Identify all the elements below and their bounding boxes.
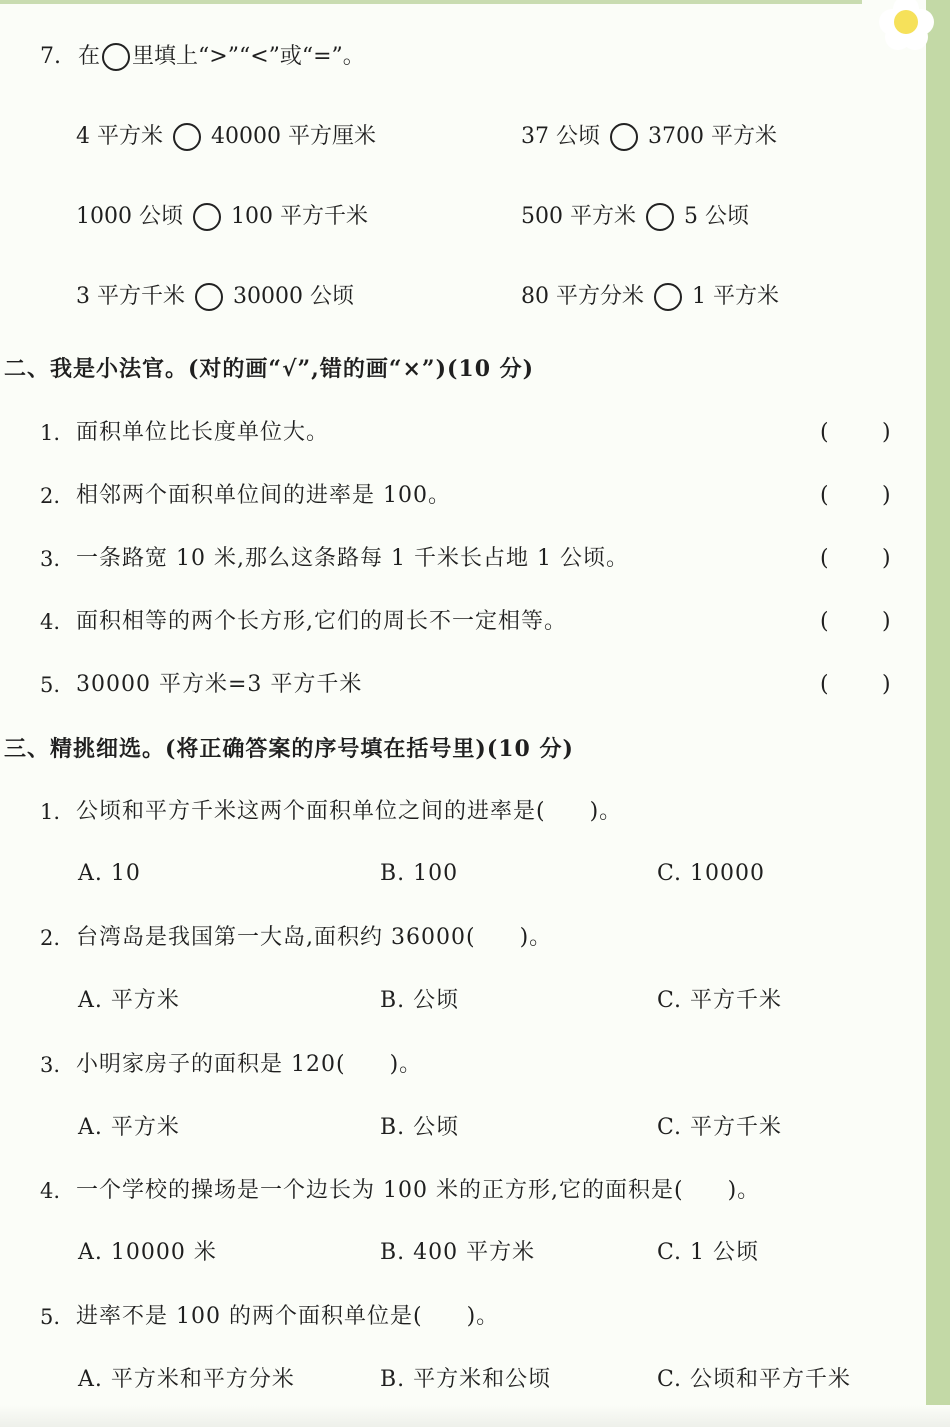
list-item: 一条路宽 10 米,那么这条路每 1 千米长占地 1 公顷。 bbox=[76, 546, 629, 571]
list-item: 面积单位比长度单位大。 bbox=[76, 420, 330, 445]
option-b[interactable]: B. 平方米和公顷 bbox=[380, 1367, 552, 1392]
option-c[interactable]: C. 1 公顷 bbox=[657, 1240, 760, 1265]
option-a[interactable]: A. 10000 米 bbox=[78, 1240, 217, 1265]
question-text: 台湾岛是我国第一大岛,面积约 36000( )。 bbox=[76, 925, 553, 950]
option-b[interactable]: B. 公顷 bbox=[380, 1115, 460, 1140]
section3-heading: 三、精挑细选。(将正确答案的序号填在括号里)(10 分) bbox=[4, 736, 574, 762]
top-decor-band bbox=[0, 0, 862, 4]
option-c[interactable]: C. 平方千米 bbox=[657, 988, 783, 1013]
question-number: 2. bbox=[40, 926, 61, 950]
q7-item: 37 公顷 3700 平方米 bbox=[521, 124, 777, 149]
list-item: 30000 平方米=3 平方千米 bbox=[76, 672, 363, 697]
option-a[interactable]: A. 10 bbox=[78, 861, 141, 886]
question-number: 3. bbox=[40, 1053, 61, 1077]
list-item: 相邻两个面积单位间的进率是 100。 bbox=[76, 483, 451, 508]
list-item: 面积相等的两个长方形,它们的周长不一定相等。 bbox=[76, 609, 567, 634]
q7-item: 3 平方千米 30000 公顷 bbox=[76, 284, 354, 309]
option-c[interactable]: C. 公顷和平方千米 bbox=[657, 1367, 852, 1392]
answer-circle[interactable] bbox=[646, 203, 674, 231]
question-text: 公顷和平方千米这两个面积单位之间的进率是( )。 bbox=[76, 799, 623, 824]
option-b[interactable]: B. 公顷 bbox=[380, 988, 460, 1013]
compare-circle bbox=[102, 43, 130, 71]
option-a[interactable]: A. 平方米 bbox=[78, 1115, 180, 1140]
answer-circle[interactable] bbox=[610, 123, 638, 151]
question-text: 小明家房子的面积是 120( )。 bbox=[76, 1052, 423, 1077]
question-number: 1. bbox=[40, 800, 61, 824]
question-number: 4. bbox=[40, 1179, 61, 1203]
q7-item: 4 平方米 40000 平方厘米 bbox=[76, 124, 376, 149]
option-c[interactable]: C. 10000 bbox=[657, 861, 766, 886]
list-item-number: 5. bbox=[40, 673, 61, 697]
list-item-number: 2. bbox=[40, 484, 61, 508]
side-decor-band bbox=[926, 0, 950, 1427]
question-text: 一个学校的操场是一个边长为 100 米的正方形,它的面积是( )。 bbox=[76, 1178, 761, 1203]
list-item-number: 3. bbox=[40, 547, 61, 571]
option-b[interactable]: B. 100 bbox=[380, 861, 459, 886]
list-item-number: 1. bbox=[40, 421, 61, 445]
option-a[interactable]: A. 平方米 bbox=[78, 988, 180, 1013]
q7-item: 1000 公顷 100 平方千米 bbox=[76, 204, 368, 229]
q7-prompt: 7. 在 里填上“>”“<”或“=”。 bbox=[40, 44, 365, 69]
answer-circle[interactable] bbox=[654, 283, 682, 311]
answer-circle[interactable] bbox=[193, 203, 221, 231]
option-a[interactable]: A. 平方米和平方分米 bbox=[78, 1367, 295, 1392]
flower-decoration-icon bbox=[877, 2, 933, 58]
option-b[interactable]: B. 400 平方米 bbox=[380, 1240, 536, 1265]
q7-item: 80 平方分米 1 平方米 bbox=[521, 284, 779, 309]
list-item-number: 4. bbox=[40, 610, 61, 634]
section2-heading: 二、我是小法官。(对的画“√”,错的画“×”)(10 分) bbox=[4, 356, 535, 382]
bottom-edge bbox=[0, 1405, 950, 1427]
answer-circle[interactable] bbox=[173, 123, 201, 151]
option-c[interactable]: C. 平方千米 bbox=[657, 1115, 783, 1140]
question-number: 5. bbox=[40, 1305, 61, 1329]
q7-item: 500 平方米 5 公顷 bbox=[521, 204, 749, 229]
answer-circle[interactable] bbox=[195, 283, 223, 311]
question-text: 进率不是 100 的两个面积单位是( )。 bbox=[76, 1304, 500, 1329]
